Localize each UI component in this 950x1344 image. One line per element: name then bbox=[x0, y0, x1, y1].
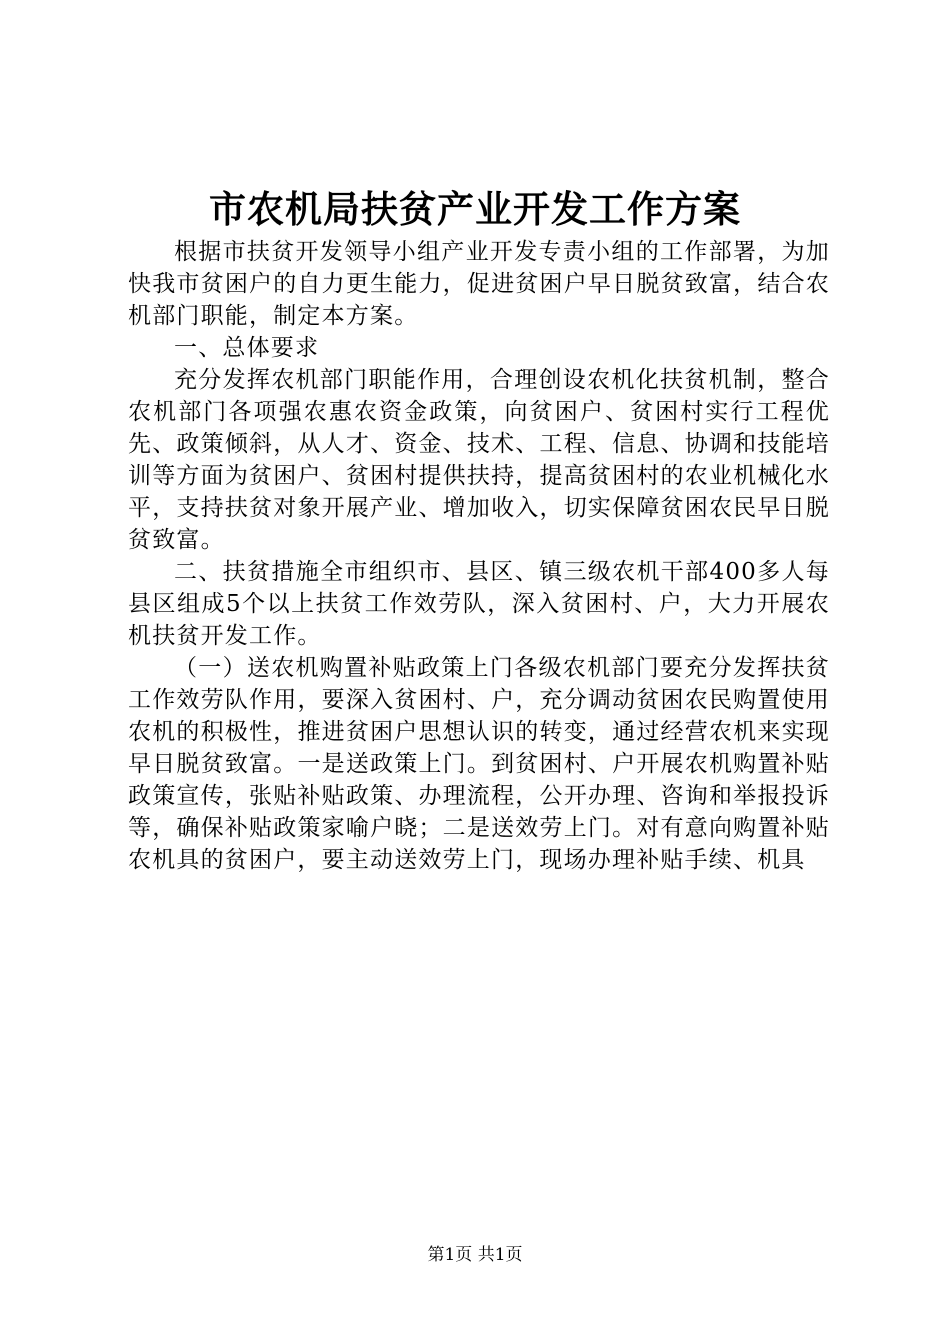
page-footer: 第1页 共1页 bbox=[427, 1245, 523, 1265]
paragraph-intro: 根据市扶贫开发领导小组产业开发专责小组的工作部署，为加快我市贫困户的自力更生能力，促进贫困户早日脱贫致富，结合农机部门职能，制定本方案。 bbox=[128, 239, 830, 329]
document-title: 市农机局扶贫产业开发工作方案 bbox=[209, 187, 741, 231]
paragraph-subsidy-policy: （一）送农机购置补贴政策上门各级农机部门要充分发挥扶贫工作效劳队作用，要深入贫困村、户，充分调动贫困农民购置使用农机的积极性，推进贫困户思想认识的转变，通过经营农机来实现早日脱贫致富。一是送政策上门。到贫困村、户开展农机购置补贴政策宣传，张贴补贴政策、办理流程，公开办理、咨询和举报投诉 等，确保补贴政策家喻户晓；二是送效劳上门。对有意向购置补贴农机具的贫困户，要主动送效劳上门，现场办理补贴手续、机具 bbox=[128, 655, 830, 873]
document-body bbox=[128, 236, 830, 876]
section-heading-general-requirements: 一、总体要求 bbox=[174, 335, 320, 361]
paragraph-general-requirements: 充分发挥农机部门职能作用，合理创设农机化扶贫机制，整合农机部门各项强农惠农资金政策，向贫困户、贫困村实行工程优先、政策倾斜，从人才、资金、技术、工程、信息、协调和技能培训等方面为贫困户、贫困村提供扶持，提高贫困村的农业机械化水平，支持扶贫对象开展产业、增加收入，切实保障贫困农民早日脱贫致富。 bbox=[128, 367, 830, 553]
paragraph-measures: 二、扶贫措施全市组织市、县区、镇三级农机干部400多人每县区组成5个以上扶贫工作效劳队，深入贫困村、户，大力开展农机扶贫开发工作。 bbox=[128, 559, 830, 649]
